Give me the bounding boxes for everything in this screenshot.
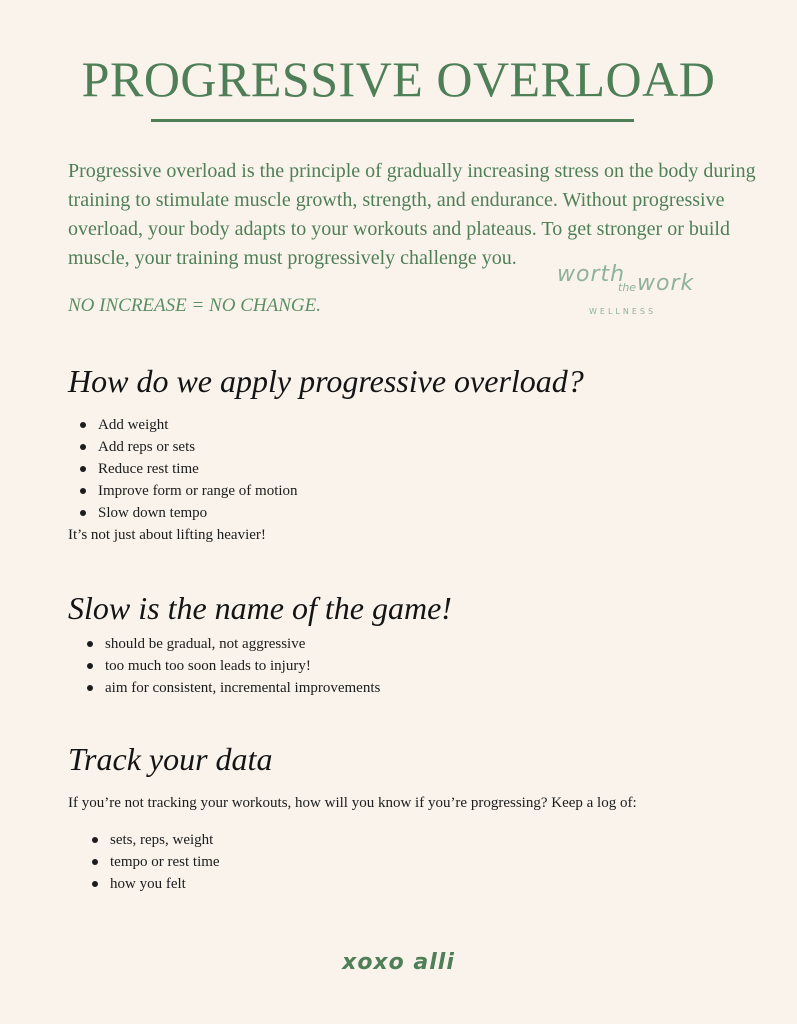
page-title: PROGRESSIVE OVERLOAD [81, 51, 716, 107]
list-item: should be gradual, not aggressive [87, 633, 380, 655]
list-item: how you felt [92, 873, 220, 895]
slow-list [87, 633, 380, 699]
brand-word-work: work [637, 271, 695, 296]
list-item: Reduce rest time [80, 458, 298, 480]
bullet-icon [92, 881, 98, 887]
signoff: xoxo alli [342, 950, 455, 975]
section-heading-slow: Slow is the name of the game! [68, 590, 452, 626]
list-item: Add reps or sets [80, 436, 298, 458]
list-item: Add weight [80, 414, 298, 436]
list-item: too much too soon leads to injury! [87, 655, 380, 677]
list-item: aim for consistent, incremental improvements [87, 677, 380, 699]
bullet-icon [80, 422, 86, 428]
bullet-icon [92, 837, 98, 843]
list-item: tempo or rest time [92, 851, 220, 873]
brand-word-worth: worth [557, 262, 626, 287]
apply-note: It’s not just about lifting heavier! [68, 527, 266, 543]
track-intro: If you’re not tracking your workouts, how will you know if you’re progressing? Keep a log of: [68, 795, 637, 811]
section-heading-track: Track your data [68, 741, 273, 777]
bullet-icon [80, 510, 86, 516]
tagline: NO INCREASE = NO CHANGE. [68, 295, 321, 316]
bullet-icon [87, 663, 93, 669]
bullet-icon [80, 444, 86, 450]
apply-list [80, 414, 298, 524]
track-list [92, 829, 220, 895]
bullet-icon [80, 466, 86, 472]
list-item: Slow down tempo [80, 502, 298, 524]
list-item: sets, reps, weight [92, 829, 220, 851]
bullet-icon [87, 685, 93, 691]
brand-word-wellness: WELLNESS [589, 307, 657, 316]
brand-word-the: the [618, 281, 637, 294]
bullet-icon [87, 641, 93, 647]
title-divider [151, 119, 634, 122]
brand-logo [557, 262, 697, 322]
list-item: Improve form or range of motion [80, 480, 298, 502]
section-heading-apply: How do we apply progressive overload? [68, 363, 584, 399]
bullet-icon [80, 488, 86, 494]
bullet-icon [92, 859, 98, 865]
intro-paragraph: Progressive overload is the principle of gradually increasing stress on the body during training to stimulate muscle growth, strength, and endurance. Without progressive overload, your body adapts to your workouts and plateaus. To get stronger or build muscle, your training must progressively challenge you. [68, 160, 756, 269]
